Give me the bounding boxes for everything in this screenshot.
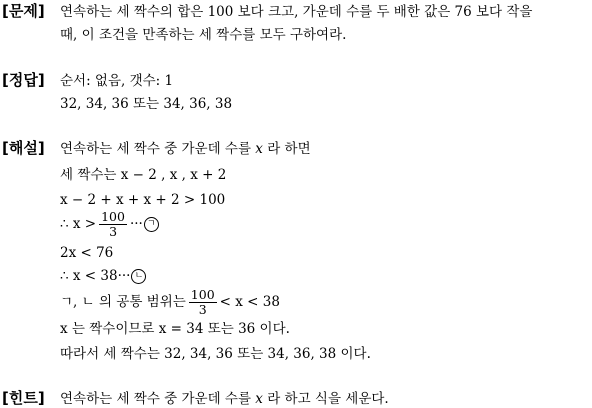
- fraction-denominator: 3: [198, 302, 207, 317]
- solution-line-9: 따라서 세 짝수는 32, 34, 36 또는 34, 36, 38 이다.: [60, 346, 371, 362]
- fraction-numerator: 100: [190, 287, 215, 302]
- solution-line-7-post: < x < 38: [219, 294, 280, 310]
- solution-line-4: [60, 207, 159, 241]
- problem-tag: [문제]: [2, 2, 45, 20]
- solution-line-4-post: ···: [129, 216, 143, 232]
- hint-line-var: x: [255, 391, 263, 407]
- circled-nieun-marker: ㄴ: [131, 269, 146, 284]
- solution-line-1-pre: 연속하는 세 짝수 중 가운데 수를: [60, 141, 256, 157]
- fraction-100-over-3: [99, 210, 127, 239]
- circled-giyeok-marker: ㄱ: [144, 217, 159, 232]
- problem-line-2: 때, 이 조건을 만족하는 세 짝수를 모두 구하여라.: [60, 27, 347, 43]
- solution-tag: [해설]: [2, 139, 45, 157]
- answer-line-1: 순서: 없음, 갯수: 1: [60, 73, 174, 89]
- answer-tag: [정답]: [2, 71, 45, 89]
- solution-line-1-var: x: [255, 141, 263, 157]
- solution-line-3: x − 2 + x + x + 2 > 100: [60, 192, 226, 208]
- solution-line-1-post: 라 하면: [262, 141, 311, 157]
- solution-line-2: 세 짝수는 x − 2 , x , x + 2: [60, 167, 227, 183]
- hint-tag: [힌트]: [2, 389, 45, 407]
- hint-line-pre: 연속하는 세 짝수 중 가운데 수를: [60, 391, 256, 407]
- solution-line-7: [60, 285, 280, 319]
- hint-line-post: 라 하고 식을 세운다.: [262, 391, 389, 407]
- solution-line-1: [60, 140, 311, 158]
- problem-line-1: 연속하는 세 짝수의 합은 100 보다 크고, 가운데 수를 두 배한 값은 76 보다 작을: [60, 4, 533, 20]
- fraction-numerator: 100: [101, 209, 125, 224]
- solution-line-6-pre: ∴ x < 38···: [60, 268, 131, 284]
- solution-line-8: x 는 짝수이므로 x = 34 또는 36 이다.: [60, 321, 290, 337]
- solution-line-7-pre: ㄱ, ㄴ 의 공통 범위는: [60, 294, 186, 310]
- solution-line-4-pre: ∴ x >: [60, 216, 97, 232]
- fraction-denominator: 3: [109, 224, 118, 239]
- fraction-100-over-3: [189, 288, 217, 317]
- answer-line-2: 32, 34, 36 또는 34, 36, 38: [60, 96, 233, 112]
- solution-line-5: 2x < 76: [60, 245, 114, 261]
- hint-line: [60, 390, 389, 408]
- solution-line-6: [60, 267, 146, 285]
